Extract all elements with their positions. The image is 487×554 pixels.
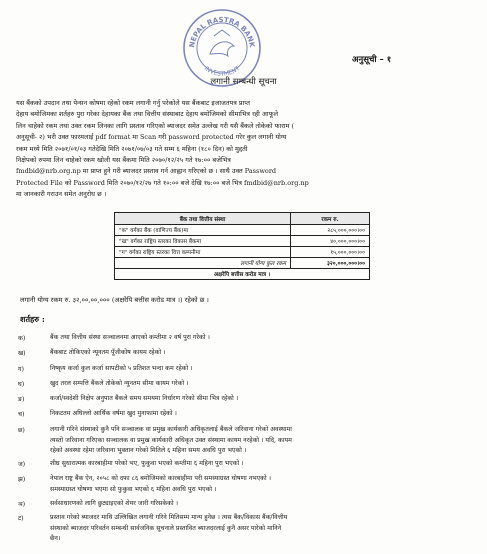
condition-text: निष्कृय कर्जा कुल कर्जा सापटीको ५ प्रतिशत भन्दा कम रहेको । xyxy=(50,365,193,372)
condition-label: च) xyxy=(18,411,25,418)
condition-text: लगानी गरिने संस्थाको कुनै पनि सञ्चालक वा प्रमुख कार्यकारी अधिकृतलाई बैंकले जरिवाना गरेको अवस्थामा xyxy=(50,426,292,433)
condition-item xyxy=(18,409,478,425)
condition-item xyxy=(18,513,478,541)
condition-item xyxy=(18,348,478,364)
total-amount: ३२०,०००,०००।०० xyxy=(291,258,370,269)
condition-item xyxy=(18,333,478,348)
condition-label: ग) xyxy=(18,366,25,373)
row-label: "ग" वर्गका राष्ट्रिय स्तरका वित्त कम्पनीमा xyxy=(115,247,291,258)
condition-text: सर्वसाधारणको लागि छुट्याइएको शेयर जारी गरिसकेको । xyxy=(50,500,179,507)
table-row xyxy=(115,225,370,236)
conditions-list xyxy=(18,333,478,541)
row-amount: ४०,०००,०००।०० xyxy=(291,236,370,247)
condition-text: प्रस्ताव गरेको ब्याजदर माथि उल्लिखित लगानी गरिने मितिसम्म मान्य हुनेछ । त्यस बैंक/विकास बैंक/वित्तीय xyxy=(50,514,288,521)
table-row xyxy=(115,247,370,258)
condition-text: कर्जा/स्वदेशी निक्षेप अनुपात बैंकले समय समयमा निर्धारण गरेको सीमा भित्र रहेको । xyxy=(50,395,239,402)
condition-label: ङ) xyxy=(18,396,25,403)
condition-text: समस्याग्रस्त घोषणा भएमा सो फुकुवा भएको ६ महिना अवधि पुरा भएको । xyxy=(50,485,217,493)
condition-item xyxy=(18,379,478,394)
condition-label: घ) xyxy=(18,381,25,388)
condition-text: निकटतम अघिल्लो आर्थिक वर्षमा खुद मुनाफामा रहेको । xyxy=(50,410,177,417)
intro-line: यस बैंकको उपदान तथा पेन्सन कोषमा रहेको रकम लगानी गर्नु परेकोले यस बैंकबाट इजाजतपत्र प्राप्त xyxy=(16,99,250,107)
intro-line: निक्षेपको रुपमा लिन चाहेको रकम खोली यस बैंकमा मिति २०७०/१२/२५ गते १७:०० बजेभित्र xyxy=(16,156,231,165)
column-header-institution: बैंक तथा वित्तीय संस्था xyxy=(115,213,291,225)
conditions-heading: शर्तहरु : xyxy=(20,314,45,324)
intro-line: Protected File को Password मिति २०७०/१२/२७ गते १०:०० बजे देखि १७:०० बजे भित्र fmdbid@nrb.org.np xyxy=(16,178,309,187)
condition-label: ट) xyxy=(18,515,24,522)
condition-label: क) xyxy=(18,335,26,342)
table-row xyxy=(115,236,370,247)
investment-table xyxy=(114,212,370,280)
total-label: लगानी योग्य कुल रकम xyxy=(115,258,291,269)
condition-label: ञ) xyxy=(18,501,26,508)
row-amount: २८५,०००,०००।०० xyxy=(291,225,370,236)
intro-line: मा जानकारी गराउन समेत अनुरोध छ । xyxy=(16,190,107,199)
condition-text: नेपाल राष्ट्र बैंक ऐन, २०५८ को दफा ८६ बमोजिमको कारबाहीमा परी समस्याग्रस्त घोषणा नभएको । xyxy=(50,475,271,482)
condition-text: खुद तरल सम्पत्ति बैंकले तोकेको न्युनतम सीमा कायम गरेको । xyxy=(50,380,189,387)
condition-text: बैंकबाट तोकिएको न्यूनतम पूँजीकोष कायम रहेको । xyxy=(50,349,166,356)
row-label: "ख" वर्गका राष्ट्रिय स्तरका विकास बैंकमा xyxy=(115,236,291,247)
table-header-row xyxy=(115,213,370,225)
table-words-row xyxy=(115,269,370,280)
intro-line: fmdbid@nrb.org.np मा प्राप्त हुने गरी ब्याजदर प्रस्ताव गर्न आह्वान गरिएको छ । साथै उक्त Password xyxy=(16,167,277,176)
condition-text: छैन। xyxy=(50,535,61,543)
notice-title: लगानी सम्बन्धी सूचना xyxy=(210,77,277,87)
condition-item xyxy=(18,499,478,513)
condition-item xyxy=(18,425,478,459)
intro-line: लिन चाहेको रकम तथा उक्त रकम लिनका लागि प्रस्ताव गरिएको ब्याजदर समेत उल्लेख गरी यसै बैंकले तोकेको फाराम ( xyxy=(16,121,295,130)
svg-text:INVESTMENT: INVESTMENT xyxy=(202,65,242,78)
total-in-words: अक्षरेपि बत्तीस करोड मात्र । xyxy=(115,269,370,280)
investable-amount-note: लगानी योग्य रकम रु. ३२,००,००,००० (अक्षरेपि बत्तीस करोड मात्र ।) रहेको छ । xyxy=(20,296,209,304)
intro-line: अनुसूची- २) भरी उक्त फारमलाई pdf format मा Scan गरी password protected गरेर कुल लगानी योग्य xyxy=(16,133,287,142)
condition-item xyxy=(18,394,478,409)
row-amount: १५,०००,०००।०० xyxy=(291,247,370,258)
condition-text: बैंक तथा वित्तीय संस्था सञ्चालनमा आएको कम्तीमा २ वर्ष पुरा गरेको । xyxy=(50,334,210,341)
condition-label: झ) xyxy=(18,476,26,483)
column-header-amount: रकम रु. xyxy=(291,213,370,225)
condition-item xyxy=(18,474,478,499)
condition-text: रहेको अवस्था रहेमा जरिवाना भुक्तान गरेको मितिले ६ महिना समय अवधि पुरा भएको । xyxy=(50,447,247,455)
svg-text:NEPAL RASTRA BANK: NEPAL RASTRA BANK xyxy=(188,15,256,49)
condition-item xyxy=(18,459,478,474)
condition-label: ज) xyxy=(18,461,26,468)
intro-paragraph xyxy=(16,98,476,201)
intro-line: देहाय बमोजिमका शर्तहरु पुरा गरेका देहायका बैंक तथा वित्तीय संस्थाबाट देहाय बमोजिमको सीमाभित्र रही आफूले xyxy=(16,110,278,119)
condition-label: ख) xyxy=(18,350,26,357)
condition-item xyxy=(18,364,478,379)
condition-text: त्यस्तो जरिवाना गरिएका सञ्चालक वा प्रमुख कार्यकारी अधिकृत उक्त संस्थामा कायम नरहेको । यदि, कायम xyxy=(50,436,292,444)
annex-label: अनुसूची – १ xyxy=(352,55,392,65)
row-label: "क" वर्गका बैंक (वाणिज्य बैंक)मा xyxy=(115,225,291,236)
condition-text: संस्थाको ब्याजदर परिवर्तन सम्बन्धी सार्वजनिक सूचनाले प्रस्तावित ब्याजदरलाई कुनै असर पारेको मानिने xyxy=(50,524,282,532)
table-total-row xyxy=(115,258,370,269)
condition-text: शीघ्र सुधारात्मक कारबाहीमा परेको भए, फुकुवा भएको कम्तीमा ६ महिना पुरा भएको । xyxy=(50,460,244,467)
intro-line: रकम मध्ये मिति २०७१/०१/०३ गतेदेखि मिति २०७१/०७/०३ गते सम्म ६ महिना (१८० दिन) को मुद्दती xyxy=(16,144,248,153)
condition-label: छ) xyxy=(18,427,25,434)
